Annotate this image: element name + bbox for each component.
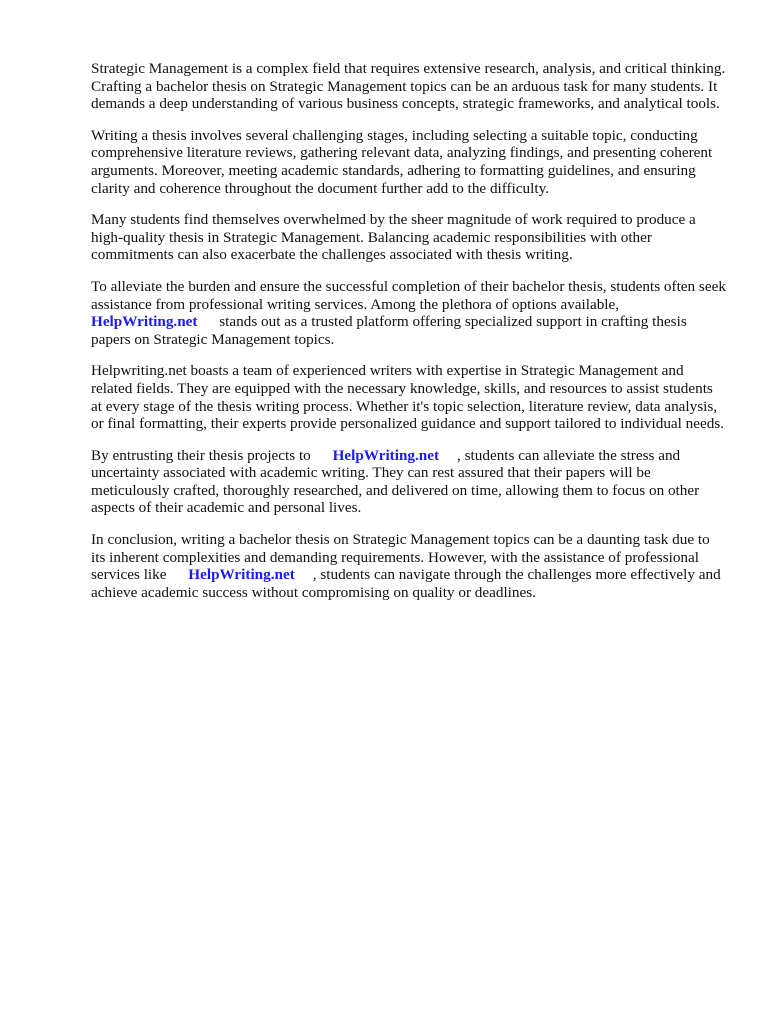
helpwriting-link-3[interactable]: HelpWriting.net xyxy=(188,566,295,584)
helpwriting-link-1[interactable]: HelpWriting.net xyxy=(91,313,198,331)
paragraph-overwhelmed: Many students find themselves overwhelmed by the sheer magnitude of work required to produce a high-quality thesis in Strategic Management. Balancing academic responsibilities with other commitments can also exacerbate the challenges associated with thesis writing. xyxy=(91,211,696,264)
paragraph-entrusting xyxy=(91,447,727,517)
paragraph-entrusting-text-after: , students can alleviate the stress and uncertainty associated with academic writing. They can rest assured that their papers will be meticulously crafted, thoroughly researched, and delivered on time, allowing them to focus on other aspects of their academic and personal lives. xyxy=(91,446,700,517)
document-body xyxy=(91,60,727,615)
paragraph-assistance-text-after: stands out as a trusted platform offering specialized support in crafting thesis papers on Strategic Management topics. xyxy=(91,313,687,348)
paragraph-assistance-text-before: To alleviate the burden and ensure the successful completion of their bachelor thesis, students often seek assistance from professional writing services. Among the plethora of options available, xyxy=(91,277,726,313)
paragraph-intro: Strategic Management is a complex field that requires extensive research, analysis, and critical thinking. Crafting a bachelor thesis on Strategic Management topics can be an arduous task for many students. It demands a deep understanding of various business concepts, strategic frameworks, and analytical tools. xyxy=(91,60,726,113)
paragraph-thesis-stages: Writing a thesis involves several challenging stages, including selecting a suitable topic, conducting comprehensive literature reviews, gathering relevant data, analyzing findings, and presenting coherent arguments. Moreover, meeting academic standards, adhering to formatting guidelines, and ensuring clarity and coherence throughout the document further add to the difficulty. xyxy=(91,126,713,197)
paragraph-assistance xyxy=(91,278,727,348)
paragraph-conclusion-text-before: In conclusion, writing a bachelor thesis on Strategic Management topics can be a daunting task due to its inherent complexities and demanding requirements. However, with the assistance of professional services like xyxy=(91,531,710,584)
paragraph-conclusion-text-after: , students can navigate through the challenges more effectively and achieve academic success without compromising on quality or deadlines. xyxy=(91,566,721,601)
helpwriting-link-2[interactable]: HelpWriting.net xyxy=(332,446,440,464)
paragraph-entrusting-text-before: By entrusting their thesis projects to xyxy=(91,446,311,464)
paragraph-conclusion xyxy=(91,531,727,601)
paragraph-team: Helpwriting.net boasts a team of experienced writers with expertise in Strategic Management and related fields. They are equipped with the necessary knowledge, skills, and resources to assist students at every stage of the thesis writing process. Whether it's topic selection, literature review, data analysis, or final formatting, their experts provide personalized guidance and support tailored to individual needs. xyxy=(91,362,725,433)
